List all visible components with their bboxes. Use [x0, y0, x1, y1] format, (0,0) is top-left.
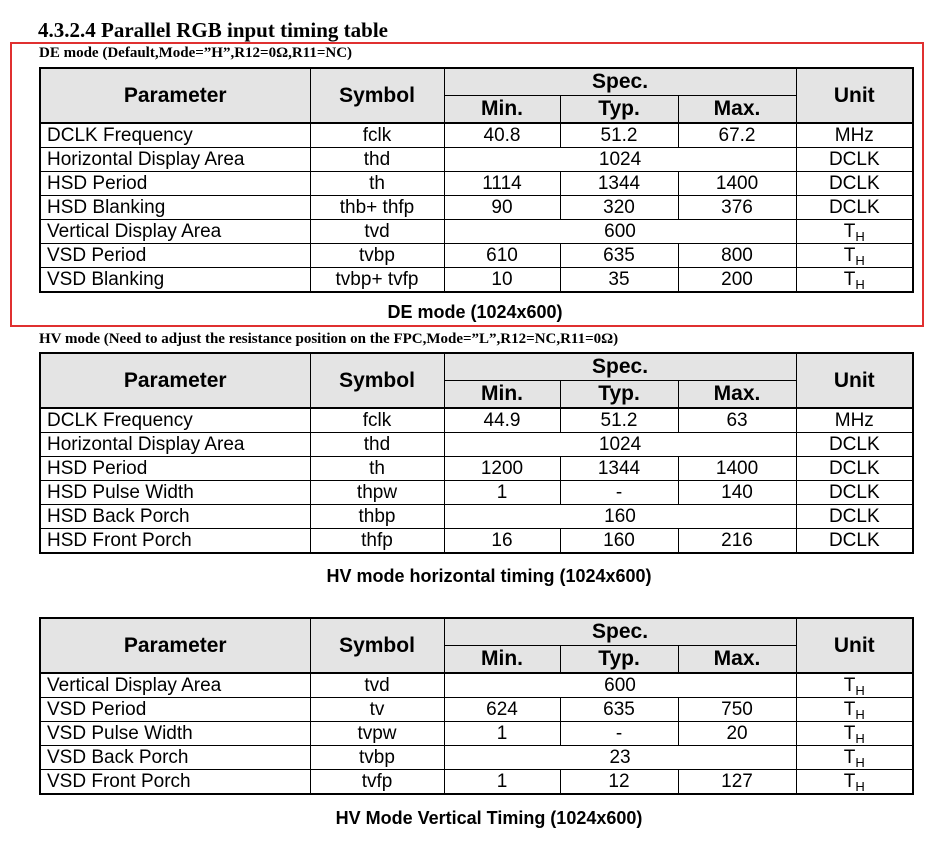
parameter-cell: Vertical Display Area: [40, 220, 310, 244]
min-cell: 624: [444, 698, 560, 722]
header-max: Max.: [678, 646, 796, 674]
unit-cell: [796, 673, 913, 698]
hv-vertical-caption: HV Mode Vertical Timing (1024x600): [335, 808, 643, 828]
table-row: [40, 220, 913, 244]
parameter-cell: VSD Pulse Width: [40, 722, 310, 746]
parameter-cell: HSD Period: [40, 457, 310, 481]
section-title: 4.3.2.4 Parallel RGB input timing table: [38, 18, 389, 42]
unit-subscript: H: [855, 779, 865, 794]
symbol-cell: thb+ thfp: [310, 196, 444, 220]
unit-text: MHz: [834, 410, 874, 431]
symbol-cell: tvd: [310, 220, 444, 244]
symbol-cell: fclk: [310, 408, 444, 433]
header-spec: Spec.: [444, 353, 796, 381]
table-row: [40, 268, 913, 293]
min-cell: 1200: [444, 457, 560, 481]
table-row: [40, 673, 913, 698]
table-row: [40, 457, 913, 481]
hv-horizontal-table: [39, 352, 914, 554]
value-cell: 160: [444, 505, 796, 529]
min-cell: 40.8: [444, 123, 560, 148]
unit-cell: [796, 698, 913, 722]
parameter-cell: HSD Blanking: [40, 196, 310, 220]
unit-subscript: H: [855, 277, 865, 292]
unit-subscript: H: [855, 253, 865, 268]
value-cell: 1024: [444, 433, 796, 457]
unit-cell: [796, 268, 913, 293]
typ-cell: 320: [560, 196, 678, 220]
typ-cell: -: [560, 481, 678, 505]
unit-text: DCLK: [828, 434, 880, 455]
unit-text: T: [843, 675, 856, 696]
unit-text: DCLK: [828, 506, 880, 527]
header-symbol: Symbol: [310, 618, 444, 673]
unit-text: T: [843, 771, 856, 792]
unit-subscript: H: [855, 755, 865, 770]
max-cell: 127: [678, 770, 796, 795]
unit-text: DCLK: [828, 530, 880, 551]
header-typ: Typ.: [560, 646, 678, 674]
table-row: [40, 481, 913, 505]
symbol-cell: thbp: [310, 505, 444, 529]
de-mode-heading: DE mode (Default,Mode=”H”,R12=0Ω,R11=NC): [39, 45, 353, 61]
symbol-cell: thd: [310, 148, 444, 172]
max-cell: 1400: [678, 172, 796, 196]
table-row: [40, 770, 913, 795]
unit-cell: [796, 433, 913, 457]
unit-cell: [796, 722, 913, 746]
unit-cell: [796, 148, 913, 172]
typ-cell: 51.2: [560, 123, 678, 148]
header-parameter: Parameter: [40, 353, 310, 408]
symbol-cell: tv: [310, 698, 444, 722]
table-row: [40, 123, 913, 148]
unit-cell: [796, 123, 913, 148]
min-cell: 10: [444, 268, 560, 293]
max-cell: 216: [678, 529, 796, 554]
unit-cell: [796, 244, 913, 268]
unit-subscript: H: [855, 229, 865, 244]
table-row: [40, 698, 913, 722]
parameter-cell: VSD Period: [40, 244, 310, 268]
symbol-cell: thfp: [310, 529, 444, 554]
parameter-cell: HSD Period: [40, 172, 310, 196]
unit-text: T: [843, 723, 856, 744]
unit-subscript: H: [855, 683, 865, 698]
unit-cell: [796, 457, 913, 481]
parameter-cell: VSD Period: [40, 698, 310, 722]
symbol-cell: fclk: [310, 123, 444, 148]
table-row: [40, 433, 913, 457]
symbol-cell: tvpw: [310, 722, 444, 746]
header-spec: Spec.: [444, 68, 796, 96]
min-cell: 90: [444, 196, 560, 220]
max-cell: 63: [678, 408, 796, 433]
typ-cell: -: [560, 722, 678, 746]
unit-text: T: [843, 269, 856, 290]
header-symbol: Symbol: [310, 68, 444, 123]
header-spec: Spec.: [444, 618, 796, 646]
header-typ: Typ.: [560, 96, 678, 124]
unit-text: T: [843, 245, 856, 266]
min-cell: 610: [444, 244, 560, 268]
min-cell: 1: [444, 770, 560, 795]
table-row: [40, 148, 913, 172]
parameter-cell: DCLK Frequency: [40, 408, 310, 433]
max-cell: 20: [678, 722, 796, 746]
hv-horizontal-caption: HV mode horizontal timing (1024x600): [326, 566, 652, 586]
typ-cell: 35: [560, 268, 678, 293]
unit-cell: [796, 172, 913, 196]
max-cell: 800: [678, 244, 796, 268]
unit-cell: [796, 770, 913, 795]
hv-vertical-table: [39, 617, 914, 795]
symbol-cell: tvbp: [310, 244, 444, 268]
unit-cell: [796, 746, 913, 770]
de-mode-caption: DE mode (1024x600): [387, 302, 563, 322]
unit-text: T: [843, 221, 856, 242]
header-min: Min.: [444, 381, 560, 409]
de-mode-table: [39, 67, 914, 293]
symbol-cell: th: [310, 457, 444, 481]
typ-cell: 1344: [560, 457, 678, 481]
typ-cell: 635: [560, 698, 678, 722]
unit-cell: [796, 481, 913, 505]
parameter-cell: VSD Back Porch: [40, 746, 310, 770]
table-row: [40, 244, 913, 268]
max-cell: 376: [678, 196, 796, 220]
unit-subscript: H: [855, 707, 865, 722]
unit-text: DCLK: [828, 458, 880, 479]
header-min: Min.: [444, 96, 560, 124]
header-max: Max.: [678, 381, 796, 409]
unit-cell: [796, 220, 913, 244]
parameter-cell: VSD Blanking: [40, 268, 310, 293]
unit-text: DCLK: [828, 173, 880, 194]
max-cell: 67.2: [678, 123, 796, 148]
unit-text: DCLK: [828, 482, 880, 503]
parameter-cell: HSD Pulse Width: [40, 481, 310, 505]
parameter-cell: DCLK Frequency: [40, 123, 310, 148]
unit-cell: [796, 529, 913, 554]
min-cell: 1: [444, 722, 560, 746]
typ-cell: 1344: [560, 172, 678, 196]
header-parameter: Parameter: [40, 618, 310, 673]
parameter-cell: VSD Front Porch: [40, 770, 310, 795]
max-cell: 200: [678, 268, 796, 293]
header-unit: Unit: [796, 68, 913, 123]
typ-cell: 12: [560, 770, 678, 795]
unit-text: T: [843, 747, 856, 768]
value-cell: 1024: [444, 148, 796, 172]
table-row: [40, 172, 913, 196]
typ-cell: 51.2: [560, 408, 678, 433]
header-unit: Unit: [796, 618, 913, 673]
max-cell: 1400: [678, 457, 796, 481]
symbol-cell: tvfp: [310, 770, 444, 795]
value-cell: 23: [444, 746, 796, 770]
value-cell: 600: [444, 673, 796, 698]
table-row: [40, 505, 913, 529]
symbol-cell: tvbp+ tvfp: [310, 268, 444, 293]
unit-subscript: H: [855, 731, 865, 746]
max-cell: 140: [678, 481, 796, 505]
table-row: [40, 529, 913, 554]
min-cell: 1: [444, 481, 560, 505]
header-min: Min.: [444, 646, 560, 674]
header-unit: Unit: [796, 353, 913, 408]
symbol-cell: tvd: [310, 673, 444, 698]
table-row: [40, 196, 913, 220]
parameter-cell: HSD Front Porch: [40, 529, 310, 554]
parameter-cell: Vertical Display Area: [40, 673, 310, 698]
unit-text: DCLK: [828, 197, 880, 218]
parameter-cell: Horizontal Display Area: [40, 433, 310, 457]
unit-cell: [796, 408, 913, 433]
symbol-cell: thd: [310, 433, 444, 457]
header-symbol: Symbol: [310, 353, 444, 408]
unit-text: T: [843, 699, 856, 720]
value-cell: 600: [444, 220, 796, 244]
parameter-cell: Horizontal Display Area: [40, 148, 310, 172]
unit-cell: [796, 196, 913, 220]
min-cell: 44.9: [444, 408, 560, 433]
symbol-cell: thpw: [310, 481, 444, 505]
typ-cell: 635: [560, 244, 678, 268]
min-cell: 1114: [444, 172, 560, 196]
header-typ: Typ.: [560, 381, 678, 409]
typ-cell: 160: [560, 529, 678, 554]
table-row: [40, 746, 913, 770]
unit-text: MHz: [834, 125, 874, 146]
table-row: [40, 408, 913, 433]
symbol-cell: th: [310, 172, 444, 196]
hv-mode-heading: HV mode (Need to adjust the resistance position on the FPC,Mode=”L”,R12=NC,R11=0Ω): [39, 331, 619, 347]
header-parameter: Parameter: [40, 68, 310, 123]
max-cell: 750: [678, 698, 796, 722]
unit-text: DCLK: [828, 149, 880, 170]
unit-cell: [796, 505, 913, 529]
symbol-cell: tvbp: [310, 746, 444, 770]
table-row: [40, 722, 913, 746]
header-max: Max.: [678, 96, 796, 124]
parameter-cell: HSD Back Porch: [40, 505, 310, 529]
min-cell: 16: [444, 529, 560, 554]
